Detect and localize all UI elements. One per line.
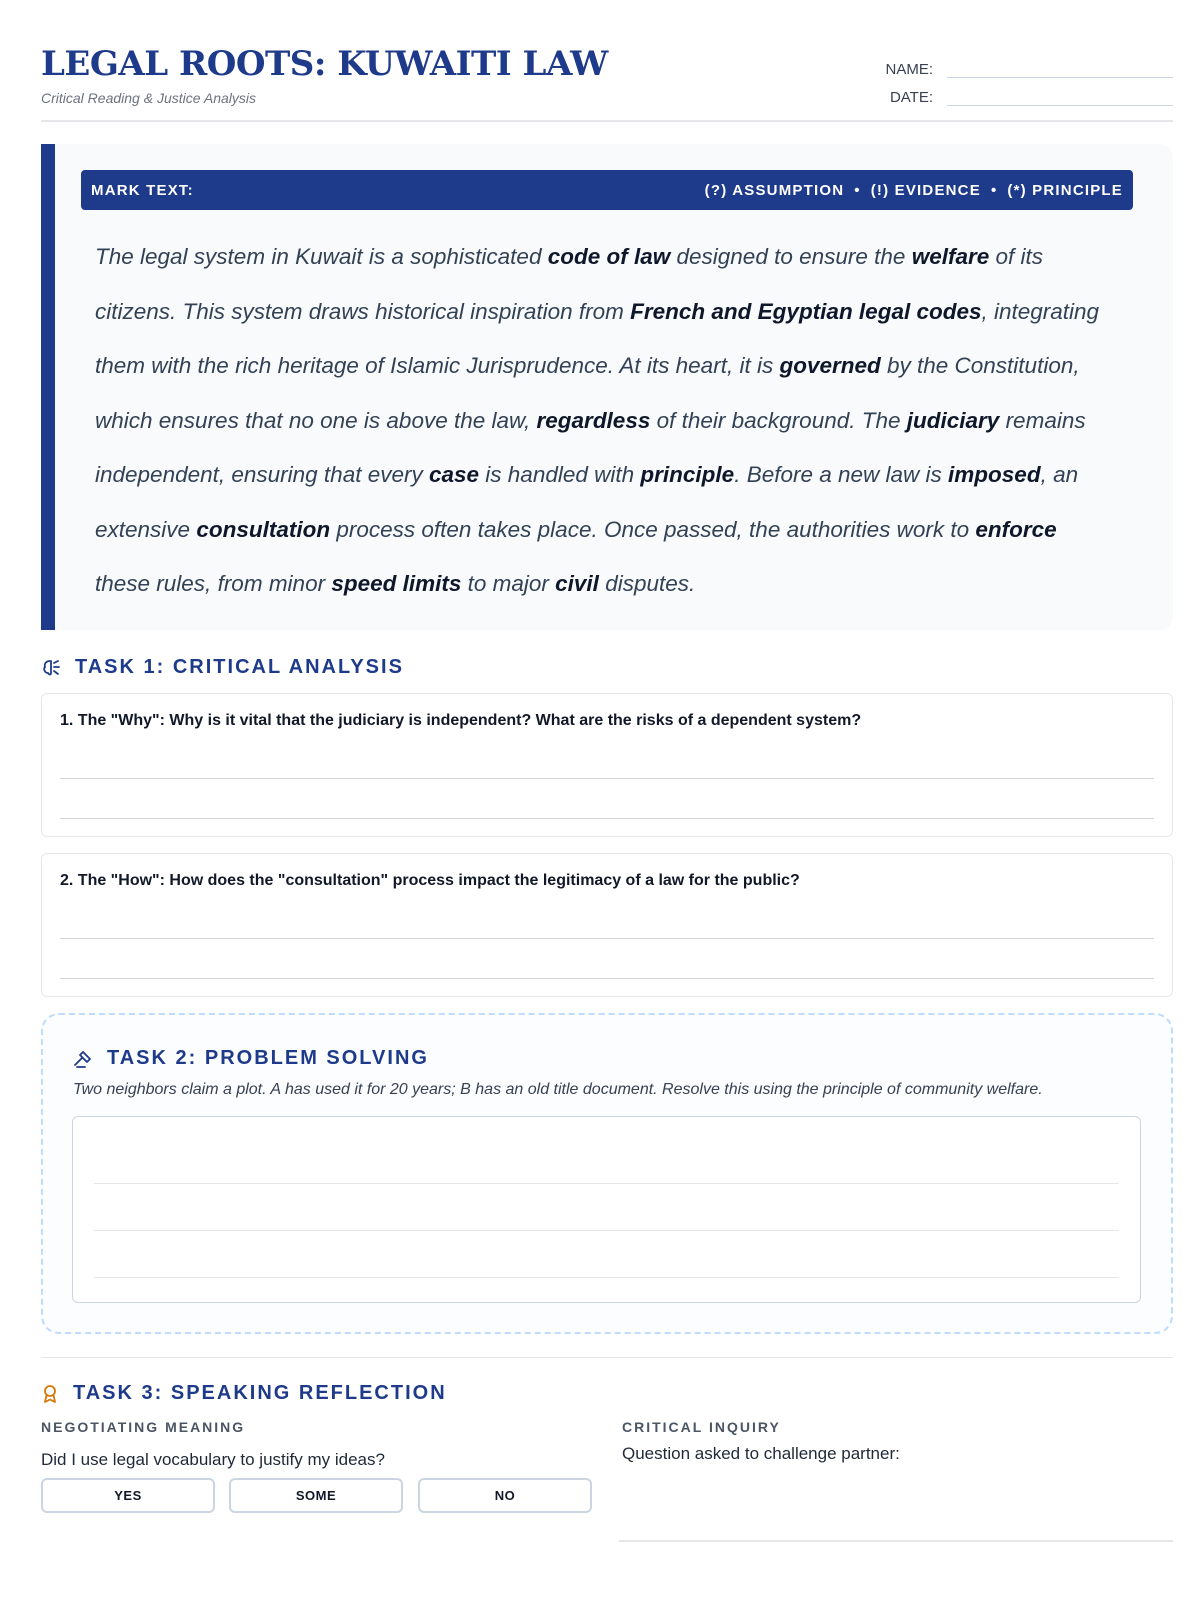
task2-description: Two neighbors claim a plot. A has used it for 20 years; B has an old title document. Resolve this using the principle of community welfare. <box>73 1081 1043 1098</box>
task3-heading <box>41 1382 447 1405</box>
passage-segment: , integrating them with the rich heritage of Islamic Jurisprudence. At its heart, it is <box>95 298 1100 378</box>
key-term: code of law <box>547 244 671 269</box>
passage-segment: of their background. The <box>650 407 907 433</box>
answer-line[interactable] <box>60 978 1154 979</box>
passage-segment: to major <box>461 571 556 596</box>
key-term: French and Egyptian legal codes <box>630 298 982 324</box>
assumption-marker: (?) ASSUMPTION <box>704 181 845 199</box>
date-field[interactable] <box>947 86 1173 106</box>
legend-separator: • <box>990 181 998 199</box>
principle-marker: (*) PRINCIPLE <box>1007 181 1123 199</box>
passage-segment: designed to ensure the <box>670 244 912 269</box>
reading-passage-card <box>41 144 1173 630</box>
gavel-icon <box>73 1049 93 1069</box>
passage-segment: these rules, from minor <box>95 571 332 596</box>
critical-inquiry-prompt: Question asked to challenge partner: <box>622 1444 900 1463</box>
passage-segment: is handled with <box>479 462 641 487</box>
worksheet-header <box>41 44 1173 122</box>
key-term: enforce <box>975 516 1057 542</box>
task1-heading <box>41 656 404 679</box>
legend-separator: • <box>854 181 861 199</box>
answer-line <box>94 1277 1119 1278</box>
date-label: DATE: <box>889 89 933 106</box>
task2-heading <box>73 1047 429 1070</box>
task2-answer-box[interactable] <box>72 1116 1141 1303</box>
key-term: speed limits <box>331 571 462 596</box>
task1-title: TASK 1: CRITICAL ANALYSIS <box>75 656 404 678</box>
question-1-text: 1. The "Why": Why is it vital that the judiciary is independent? What are the risks of a dependent system? <box>60 712 862 729</box>
passage-segment: , an extensive <box>95 462 1079 542</box>
key-term: judiciary <box>906 407 1000 433</box>
task2-title: TASK 2: PROBLEM SOLVING <box>107 1047 429 1069</box>
self-assessment-question: Did I use legal vocabulary to justify my ideas? <box>41 1450 385 1469</box>
yes-option-button[interactable]: YES <box>41 1478 215 1513</box>
question-card-2 <box>41 853 1173 997</box>
key-term: consultation <box>196 516 331 542</box>
passage-segment: by the Constitution, which ensures that no one is above the law, <box>95 353 1080 433</box>
award-icon <box>41 1384 59 1404</box>
negotiating-meaning-label: NEGOTIATING MEANING <box>41 1419 246 1435</box>
name-field[interactable] <box>947 58 1173 78</box>
some-option-button[interactable]: SOME <box>229 1478 403 1513</box>
passage-segment: remains independent, ensuring that every <box>95 407 1086 487</box>
mark-text-legend <box>81 170 1133 210</box>
name-date-fields <box>873 50 1173 106</box>
answer-line[interactable] <box>60 938 1154 939</box>
passage-segment: The legal system in Kuwait is a sophisticated <box>95 244 548 269</box>
key-term: principle <box>640 462 735 487</box>
no-option-button[interactable]: NO <box>418 1478 592 1513</box>
section-divider <box>41 1357 1173 1358</box>
passage-segment: . Before a new law is <box>734 462 949 487</box>
key-term: case <box>428 462 480 487</box>
page-subtitle: Critical Reading & Justice Analysis <box>41 90 257 106</box>
passage-segment: process often takes place. Once passed, the authorities work to <box>330 516 976 542</box>
mark-text-label: MARK TEXT: <box>91 181 194 199</box>
answer-line[interactable] <box>60 818 1154 819</box>
name-label: NAME: <box>885 61 933 78</box>
key-term: civil <box>555 571 599 596</box>
passage-segment: of its citizens. This system draws historical inspiration from <box>95 244 1044 324</box>
key-term: welfare <box>911 244 990 269</box>
question-card-1 <box>41 693 1173 837</box>
page-title: LEGAL ROOTS: KUWAITI LAW <box>41 44 608 84</box>
answer-line <box>94 1230 1119 1231</box>
key-term: imposed <box>948 462 1041 487</box>
passage-text[interactable] <box>95 230 1115 612</box>
brain-icon <box>41 658 61 678</box>
evidence-marker: (!) EVIDENCE <box>870 181 981 199</box>
key-term: governed <box>779 353 881 378</box>
task3-title: TASK 3: SPEAKING REFLECTION <box>73 1382 447 1404</box>
passage-segment: disputes. <box>598 571 696 596</box>
critical-inquiry-label: CRITICAL INQUIRY <box>622 1419 781 1435</box>
answer-line <box>94 1183 1119 1184</box>
question-2-text: 2. The "How": How does the "consultation" process impact the legitimacy of a law for the public? <box>60 872 800 889</box>
answer-line[interactable] <box>60 778 1154 779</box>
task2-panel <box>41 1013 1173 1334</box>
critical-inquiry-answer-line[interactable] <box>619 1540 1173 1542</box>
key-term: regardless <box>536 407 651 433</box>
